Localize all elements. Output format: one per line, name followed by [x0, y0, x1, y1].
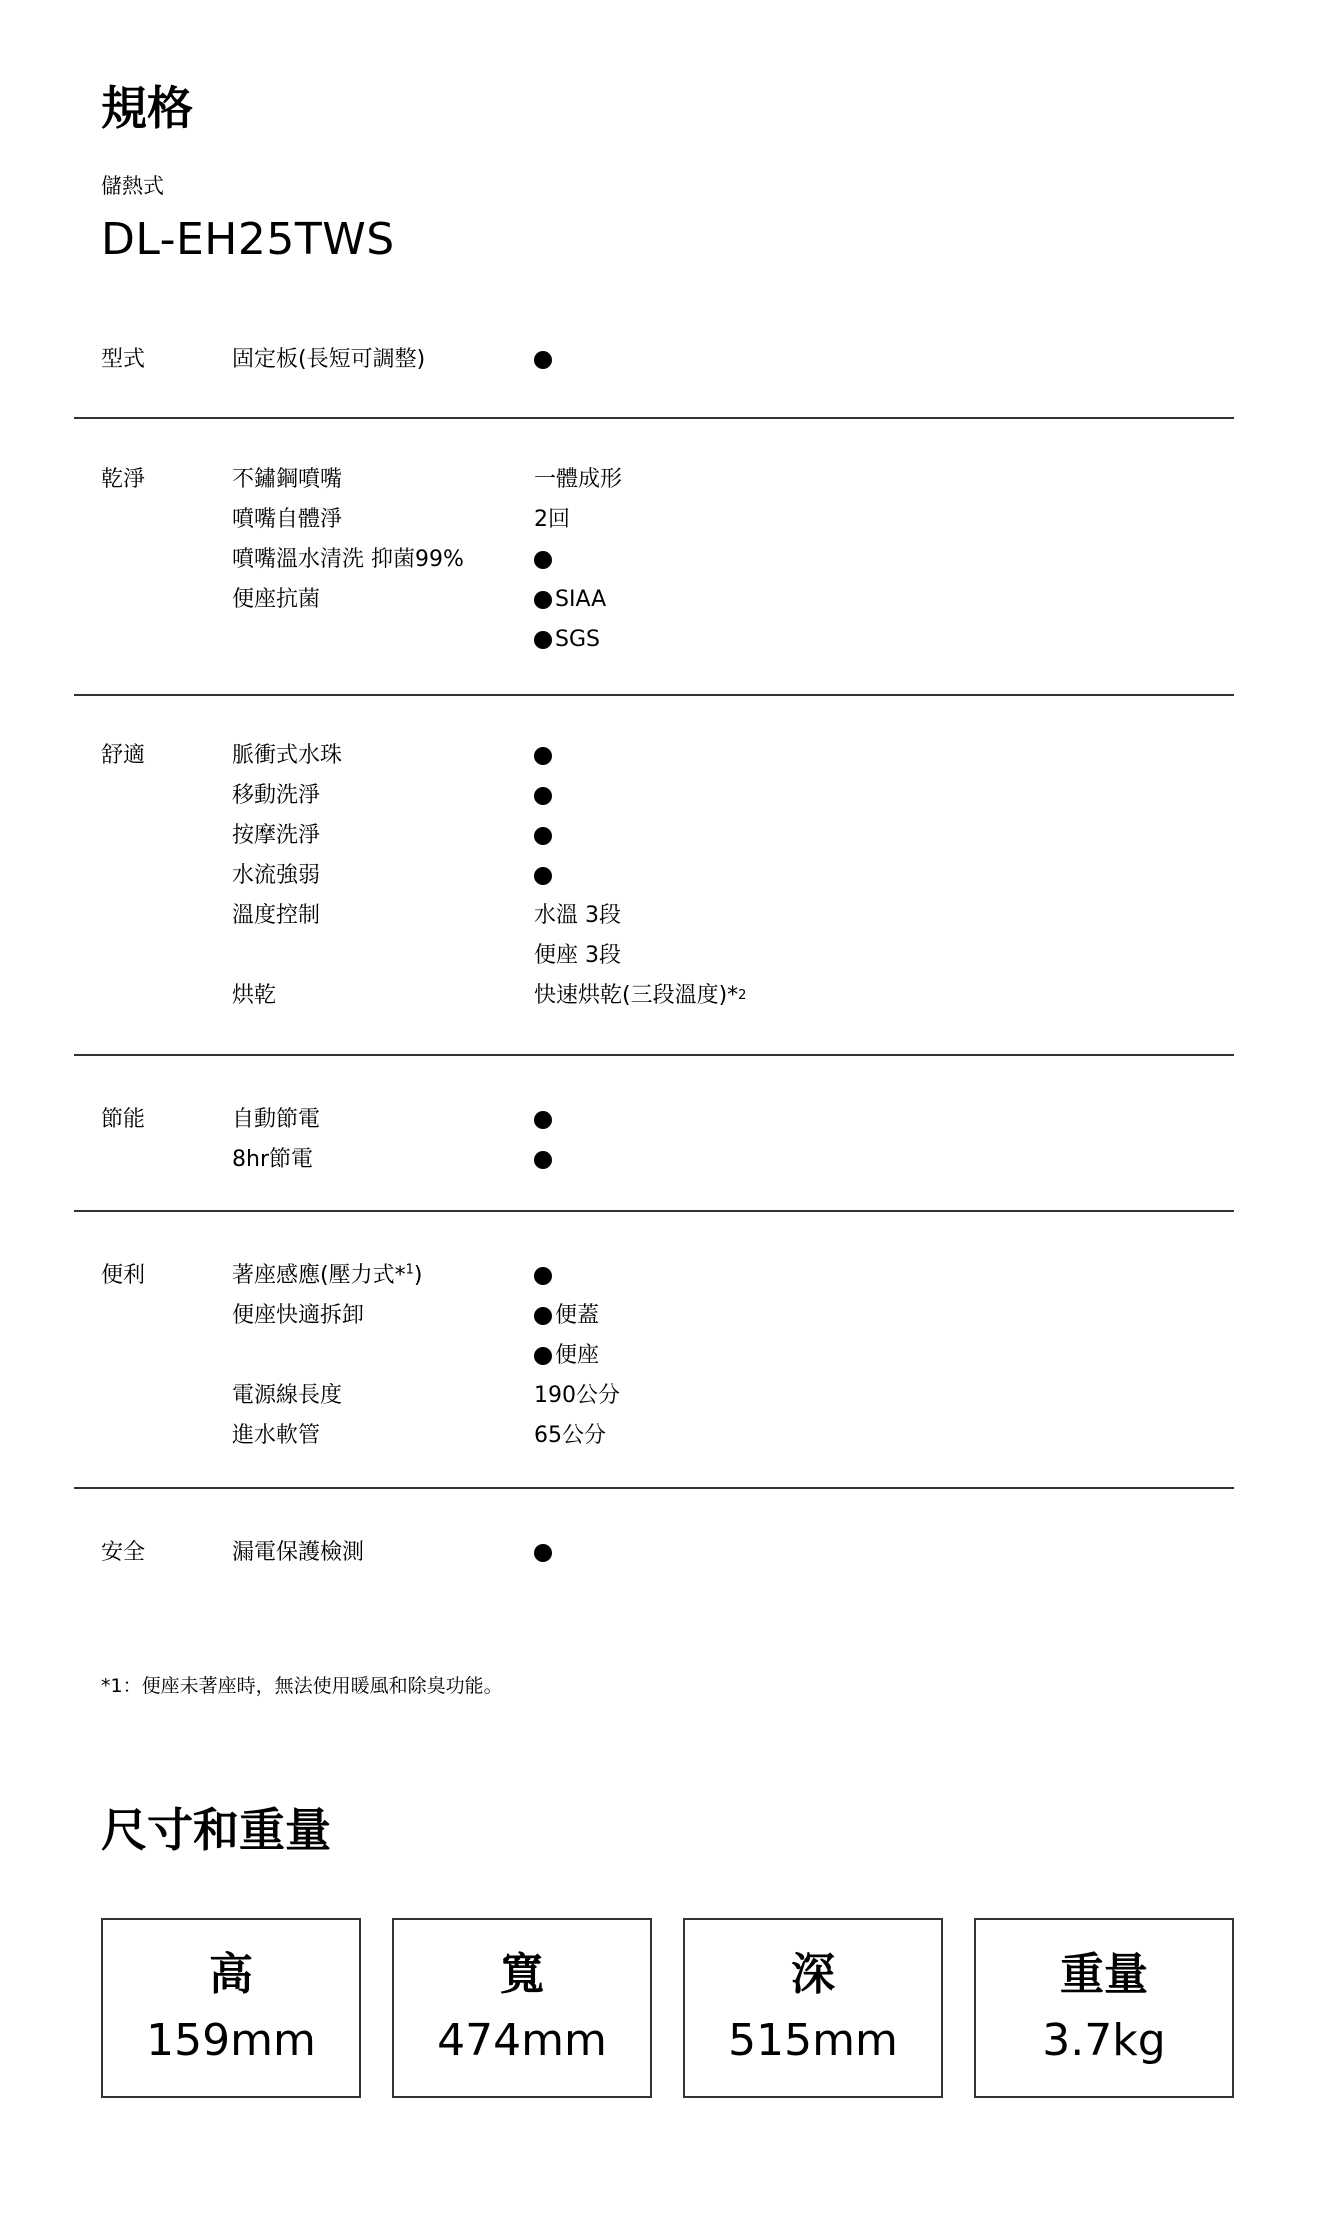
check-dot-icon: [534, 827, 552, 845]
dimension-card-weight: [974, 1918, 1234, 2098]
feature-value: 水溫 3段: [534, 903, 621, 928]
section-category: 乾淨: [101, 467, 146, 492]
feature-label: 電源線長度: [232, 1383, 343, 1408]
spec-row: [232, 776, 1232, 816]
feature-label: 便座抗菌: [232, 587, 321, 612]
spec-row: [232, 540, 1232, 580]
dimension-label: 高: [209, 1949, 253, 2000]
feature-label: 漏電保護檢測: [232, 1540, 365, 1565]
feature-value: 便座: [555, 1343, 600, 1368]
spec-row: [232, 1376, 1232, 1416]
feature-label: 著座感應(壓力式*: [232, 1263, 406, 1288]
feature-value: 一體成形: [534, 467, 623, 492]
feature-value: 65公分: [534, 1423, 606, 1448]
feature-label: 水流強弱: [232, 863, 321, 888]
spec-row: [232, 460, 1232, 500]
check-dot-icon: [534, 1151, 552, 1169]
section-category: 便利: [101, 1263, 146, 1288]
dimension-card-depth: [683, 1918, 943, 2098]
feature-label: 噴嘴溫水清洗 抑菌99%: [232, 547, 464, 572]
spec-section-safety: [74, 1533, 1234, 1573]
feature-label: 噴嘴自體淨: [232, 507, 343, 532]
spec-section-clean: [74, 460, 1234, 696]
feature-label: 8hr節電: [232, 1147, 313, 1172]
check-dot-icon: [534, 1111, 552, 1129]
section-category: 安全: [101, 1540, 146, 1565]
feature-label: 進水軟管: [232, 1423, 321, 1448]
feature-label: 脈衝式水珠: [232, 743, 343, 768]
spec-row: 烘乾 快速烘乾(三段溫度)* 2: [232, 976, 1232, 1016]
feature-label: 不鏽鋼噴嘴: [232, 467, 343, 492]
dimensions-title: 尺寸和重量: [101, 1803, 331, 1857]
spec-row: [232, 1336, 1232, 1376]
section-category: 節能: [101, 1107, 146, 1132]
spec-section-convenience: [74, 1256, 1234, 1489]
page-title: 規格: [101, 81, 193, 135]
footnote: *1：便座未著座時，無法使用暖風和除臭功能。: [101, 1675, 503, 1697]
spec-row: [232, 816, 1232, 856]
spec-row: [232, 856, 1232, 896]
check-dot-icon: [534, 787, 552, 805]
feature-value: 便蓋: [555, 1303, 600, 1328]
spec-section-comfort: [74, 736, 1234, 1056]
check-dot-icon: [534, 1307, 552, 1325]
spec-row: [232, 580, 1232, 620]
dimension-card-height: [101, 1918, 361, 2098]
feature-value: 190公分: [534, 1383, 620, 1408]
spec-section-energy: [74, 1100, 1234, 1212]
feature-label: 烘乾: [232, 983, 277, 1008]
feature-label: 移動洗淨: [232, 783, 321, 808]
dimension-label: 深: [791, 1949, 835, 2000]
spec-row: [232, 736, 1232, 776]
spec-row: [232, 1416, 1232, 1456]
dimension-value: 159mm: [146, 2015, 316, 2066]
model-name: DL-EH25TWS: [101, 214, 395, 265]
feature-value: SIAA: [555, 587, 607, 612]
dimension-label: 重量: [1060, 1949, 1148, 2000]
spec-section-type: [74, 340, 1234, 419]
spec-row: [232, 500, 1232, 540]
check-dot-icon: [534, 747, 552, 765]
check-dot-icon: [534, 351, 552, 369]
feature-value: SGS: [555, 627, 600, 652]
check-dot-icon: [534, 867, 552, 885]
spec-row: [232, 1140, 1232, 1180]
dimension-value: 474mm: [437, 2015, 607, 2066]
check-dot-icon: [534, 1347, 552, 1365]
product-type-label: 儲熱式: [101, 174, 164, 198]
dimension-label: 寬: [500, 1949, 544, 2000]
spec-row: [232, 1256, 1232, 1296]
check-dot-icon: [534, 591, 552, 609]
feature-label: 按摩洗淨: [232, 823, 321, 848]
spec-row: [232, 620, 1232, 660]
feature-label: 溫度控制: [232, 903, 321, 928]
feature-label: 便座快適拆卸: [232, 1303, 365, 1328]
spec-row: [232, 340, 1232, 380]
check-dot-icon: [534, 1544, 552, 1562]
feature-value: 2回: [534, 507, 570, 532]
dimension-value: 3.7kg: [1042, 2015, 1166, 2066]
check-dot-icon: [534, 1267, 552, 1285]
spec-row: [232, 936, 1232, 976]
spec-row: [232, 1296, 1232, 1336]
feature-label: 固定板(長短可調整): [232, 347, 426, 372]
feature-value: 便座 3段: [534, 943, 621, 968]
feature-label: 自動節電: [232, 1107, 321, 1132]
dimension-card-width: [392, 1918, 652, 2098]
footnote-marker: 1: [405, 1262, 414, 1278]
dimension-value: 515mm: [728, 2015, 898, 2066]
feature-value: 快速烘乾(三段溫度)*: [534, 983, 739, 1008]
check-dot-icon: [534, 631, 552, 649]
section-category: 舒適: [101, 743, 146, 768]
feature-label-tail: ): [413, 1263, 423, 1288]
section-category: 型式: [101, 347, 146, 372]
check-dot-icon: [534, 551, 552, 569]
spec-row: [232, 896, 1232, 936]
spec-row: [232, 1100, 1232, 1140]
spec-row: [232, 1533, 1232, 1573]
dimensions-grid: [101, 1918, 1234, 2098]
